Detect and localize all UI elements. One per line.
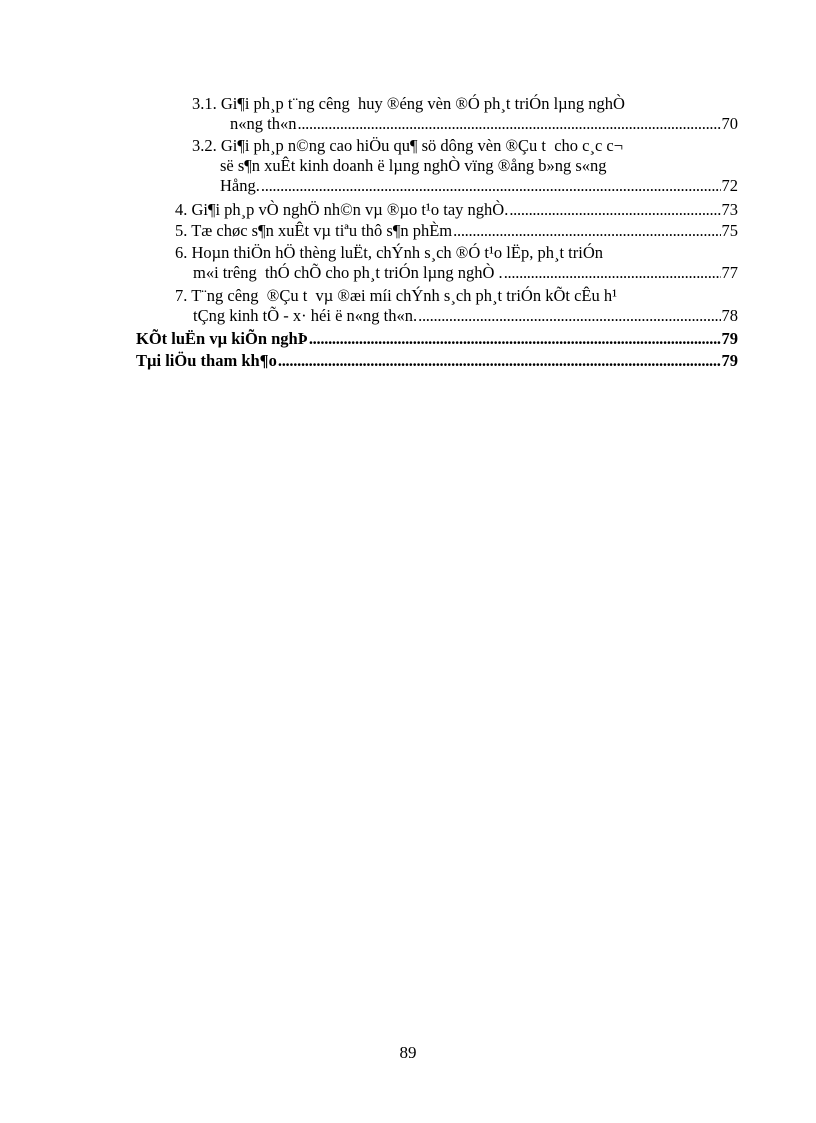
page-footer-number: 89 — [399, 1043, 417, 1062]
toc-entry-3-1[interactable] — [192, 94, 738, 134]
toc-page-number: 72 — [721, 176, 738, 195]
toc-entry-text: n«ng th«n — [230, 114, 297, 133]
toc-page-number: 79 — [721, 329, 738, 348]
dot-leader — [504, 263, 721, 283]
toc-entry-text: 4. Gi¶i ph¸p vÒ nghÖ nh©n vµ ®µo t¹o tay nghÒ. — [175, 200, 509, 219]
toc-entry-text: 5. Tæ chøc s¶n xuÊt vµ tiªu thô s¶n phÈm — [175, 221, 453, 240]
toc-entry-conclusion[interactable] — [136, 329, 738, 349]
toc-page-number: 78 — [721, 306, 738, 325]
dot-leader — [418, 306, 720, 326]
toc-entry-3-2[interactable] — [192, 136, 738, 196]
toc-entry-text: tÇng kinh tÕ - x· héi ë n«ng th«n. — [193, 306, 418, 325]
dot-leader — [278, 351, 721, 371]
toc-entry-5[interactable] — [175, 221, 738, 241]
toc-entry-text: Tµi liÖu tham kh¶o — [136, 351, 277, 370]
toc-entry-text: Hång. — [220, 176, 260, 195]
toc-page-number: 73 — [721, 200, 738, 219]
toc-page-number: 70 — [721, 114, 738, 133]
toc-page-number: 75 — [721, 221, 738, 240]
toc-entry-references[interactable] — [136, 351, 738, 371]
toc-entry-text: KÕt luËn vµ kiÕn nghÞ — [136, 329, 308, 348]
toc-entry-4[interactable] — [175, 200, 738, 220]
dot-leader — [309, 329, 721, 349]
dot-leader — [509, 200, 720, 220]
dot-leader — [453, 221, 720, 241]
toc-page-number: 77 — [721, 263, 738, 282]
toc-entry-text: 3.1. Gi¶i ph¸p t¨ng cêng huy ®éng vèn ®Ó ph¸t triÓn lµng nghÒ — [192, 94, 625, 113]
toc-entry-text: së s¶n xuÊt kinh doanh ë lµng nghÒ vïng ®ång b»ng s«ng — [220, 156, 607, 175]
toc-page-number: 79 — [721, 351, 738, 370]
toc-entry-6[interactable] — [175, 243, 738, 283]
dot-leader — [297, 114, 720, 134]
dot-leader — [261, 176, 721, 196]
toc-entry-7[interactable] — [175, 286, 738, 326]
toc-entry-text: 6. Hoµn thiÖn hÖ thèng luËt, chÝnh s¸ch ®Ó t¹o lËp, ph¸t triÓn — [175, 243, 603, 262]
toc-entry-text: 7. T¨ng cêng ®Çu t vµ ®æi míi chÝnh s¸ch ph¸t triÓn kÕt cÊu h¹ — [175, 286, 618, 305]
toc-entry-text: m«i trêng thÓ chÕ cho ph¸t triÓn lµng nghÒ . — [193, 263, 503, 282]
toc-entry-text: 3.2. Gi¶i ph¸p n©ng cao hiÖu qu¶ sö dông vèn ®Çu t cho c¸c c¬ — [192, 136, 624, 155]
